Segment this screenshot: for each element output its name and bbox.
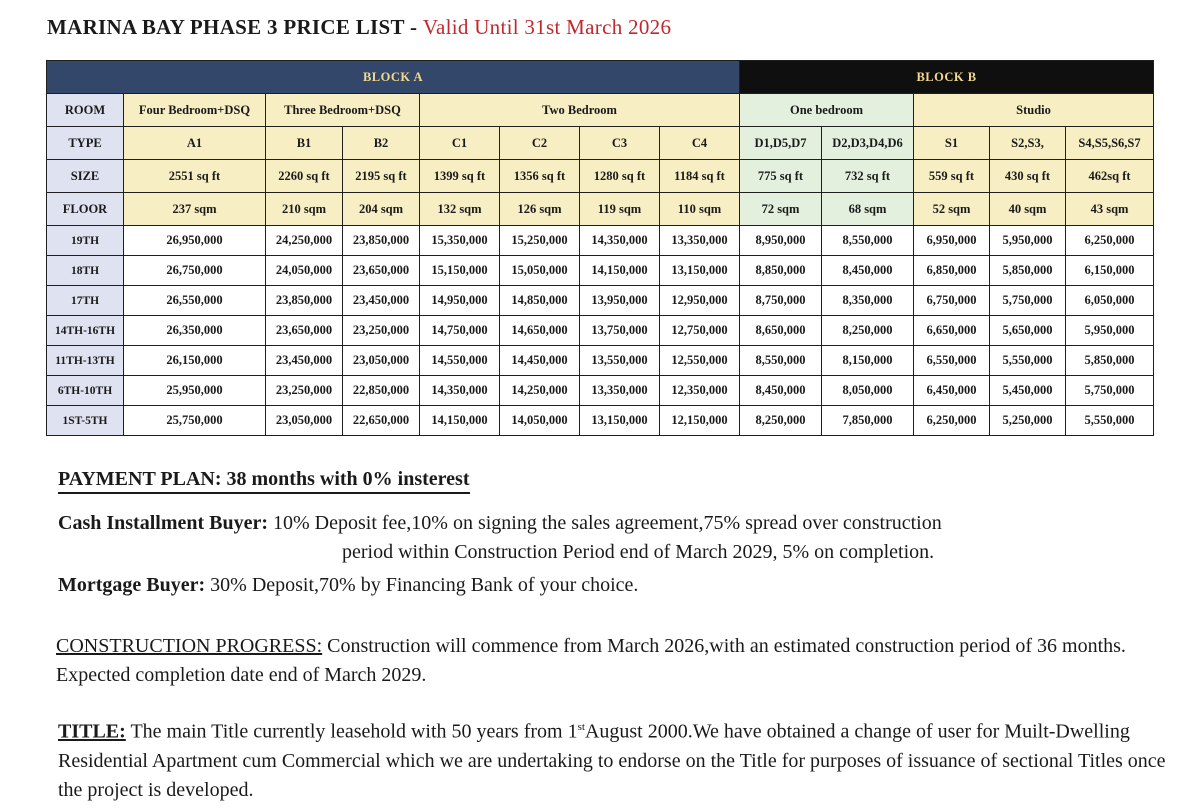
price-cell: 6,050,000 (1066, 286, 1154, 316)
price-cell: 7,850,000 (822, 406, 914, 436)
price-cell: 25,750,000 (124, 406, 266, 436)
mortgage-terms (58, 571, 638, 600)
unit-size-cell: 462sq ft (1066, 160, 1154, 193)
title-superscript: st (577, 721, 585, 733)
cash-buyer-text-cont: period within Construction Period end of March 2029, 5% on completion. (342, 541, 935, 563)
price-cell: 5,450,000 (990, 376, 1066, 406)
unit-floor-area-cell: 204 sqm (343, 193, 420, 226)
price-cell: 14,250,000 (500, 376, 580, 406)
unit-floor-area-cell: 43 sqm (1066, 193, 1154, 226)
price-cell: 8,950,000 (740, 226, 822, 256)
mortgage-buyer-text: 30% Deposit,70% by Financing Bank of your choice. (210, 574, 639, 596)
unit-size-cell: 2195 sq ft (343, 160, 420, 193)
price-cell: 5,850,000 (990, 256, 1066, 286)
price-rows (47, 226, 1154, 436)
block-b-header: BLOCK B (740, 61, 1154, 94)
unit-type-cell: C1 (420, 127, 500, 160)
price-cell: 14,150,000 (420, 406, 500, 436)
block-a-header: BLOCK A (47, 61, 740, 94)
price-cell: 5,250,000 (990, 406, 1066, 436)
type-label: TYPE (47, 127, 124, 160)
unit-type-cell: A1 (124, 127, 266, 160)
unit-floor-area-cell: 40 sqm (990, 193, 1066, 226)
price-cell: 5,950,000 (990, 226, 1066, 256)
price-cell: 15,150,000 (420, 256, 500, 286)
price-cell: 15,250,000 (500, 226, 580, 256)
price-cell: 14,050,000 (500, 406, 580, 436)
price-cell: 23,050,000 (343, 346, 420, 376)
price-cell: 14,550,000 (420, 346, 500, 376)
unit-type-cell: C2 (500, 127, 580, 160)
price-cell: 22,850,000 (343, 376, 420, 406)
unit-type-cell: S1 (914, 127, 990, 160)
price-cell: 8,750,000 (740, 286, 822, 316)
room-label: ROOM (47, 94, 124, 127)
price-cell: 14,950,000 (420, 286, 500, 316)
page-title (47, 15, 671, 40)
price-cell: 6,950,000 (914, 226, 990, 256)
unit-floor-area-cell: 72 sqm (740, 193, 822, 226)
unit-size-cell: 1280 sq ft (580, 160, 660, 193)
price-cell: 8,450,000 (740, 376, 822, 406)
unit-type-cell: B1 (266, 127, 343, 160)
title-text-before: The main Title currently leasehold with 50 years from 1 (130, 720, 578, 743)
price-cell: 8,450,000 (822, 256, 914, 286)
size-label: SIZE (47, 160, 124, 193)
unit-floor-area-cell: 110 sqm (660, 193, 740, 226)
price-cell: 12,350,000 (660, 376, 740, 406)
unit-floor-area-cell: 237 sqm (124, 193, 266, 226)
construction-label: CONSTRUCTION PROGRESS: (56, 635, 323, 657)
floor-range-label: 18TH (47, 256, 124, 286)
title-section (58, 713, 1168, 805)
price-cell: 8,650,000 (740, 316, 822, 346)
size-row (47, 160, 1154, 193)
unit-size-cell: 2260 sq ft (266, 160, 343, 193)
price-cell: 6,850,000 (914, 256, 990, 286)
price-cell: 12,150,000 (660, 406, 740, 436)
room-three-bed: Three Bedroom+DSQ (266, 94, 420, 127)
room-studio: Studio (914, 94, 1154, 127)
price-cell: 23,650,000 (266, 316, 343, 346)
price-cell: 23,850,000 (343, 226, 420, 256)
price-cell: 8,250,000 (822, 316, 914, 346)
price-cell: 23,250,000 (266, 376, 343, 406)
price-cell: 8,350,000 (822, 286, 914, 316)
cash-buyer-label: Cash Installment Buyer: (58, 512, 269, 534)
price-cell: 12,750,000 (660, 316, 740, 346)
cash-installment-terms (58, 509, 1168, 567)
unit-size-cell: 1184 sq ft (660, 160, 740, 193)
price-row (47, 256, 1154, 286)
price-cell: 25,950,000 (124, 376, 266, 406)
price-cell: 24,050,000 (266, 256, 343, 286)
price-cell: 14,150,000 (580, 256, 660, 286)
floor-range-label: 1ST-5TH (47, 406, 124, 436)
price-row (47, 406, 1154, 436)
floor-range-label: 11TH-13TH (47, 346, 124, 376)
price-row (47, 346, 1154, 376)
price-cell: 23,450,000 (343, 286, 420, 316)
room-row (47, 94, 1154, 127)
price-cell: 14,350,000 (580, 226, 660, 256)
unit-floor-area-cell: 52 sqm (914, 193, 990, 226)
price-cell: 6,450,000 (914, 376, 990, 406)
price-cell: 14,650,000 (500, 316, 580, 346)
price-cell: 5,750,000 (990, 286, 1066, 316)
unit-type-cell: C4 (660, 127, 740, 160)
construction-progress (56, 632, 1156, 690)
price-cell: 8,550,000 (822, 226, 914, 256)
price-cell: 8,550,000 (740, 346, 822, 376)
price-cell: 14,850,000 (500, 286, 580, 316)
price-cell: 22,650,000 (343, 406, 420, 436)
price-cell: 5,550,000 (990, 346, 1066, 376)
price-cell: 23,450,000 (266, 346, 343, 376)
room-four-bed: Four Bedroom+DSQ (124, 94, 266, 127)
payment-plan-heading: PAYMENT PLAN: 38 months with 0% insterest (58, 465, 470, 494)
price-cell: 14,450,000 (500, 346, 580, 376)
floor-range-label: 14TH-16TH (47, 316, 124, 346)
unit-type-cell: D1,D5,D7 (740, 127, 822, 160)
price-cell: 13,550,000 (580, 346, 660, 376)
price-cell: 24,250,000 (266, 226, 343, 256)
price-cell: 23,250,000 (343, 316, 420, 346)
price-cell: 23,650,000 (343, 256, 420, 286)
unit-type-cell: D2,D3,D4,D6 (822, 127, 914, 160)
price-row (47, 286, 1154, 316)
unit-floor-area-cell: 68 sqm (822, 193, 914, 226)
mortgage-buyer-label: Mortgage Buyer: (58, 574, 206, 596)
price-cell: 5,750,000 (1066, 376, 1154, 406)
price-cell: 8,150,000 (822, 346, 914, 376)
unit-size-cell: 430 sq ft (990, 160, 1066, 193)
unit-type-cell: S4,S5,S6,S7 (1066, 127, 1154, 160)
price-cell: 5,550,000 (1066, 406, 1154, 436)
floor-range-label: 17TH (47, 286, 124, 316)
price-cell: 26,150,000 (124, 346, 266, 376)
price-list-title: MARINA BAY PHASE 3 PRICE LIST - (47, 15, 418, 39)
price-cell: 12,550,000 (660, 346, 740, 376)
price-cell: 15,350,000 (420, 226, 500, 256)
unit-floor-area-cell: 210 sqm (266, 193, 343, 226)
price-row (47, 376, 1154, 406)
floor-area-row (47, 193, 1154, 226)
price-cell: 5,650,000 (990, 316, 1066, 346)
title-text-after: August 2000.We have obtained a change of user for Muilt-Dwelling Residential Apartment cum Commercial which we are undertaking to endorse on the Title for purposes of issuance of sectional Titles once the project is developed. (58, 720, 1166, 801)
unit-type-cell: C3 (580, 127, 660, 160)
unit-size-cell: 2551 sq ft (124, 160, 266, 193)
unit-size-cell: 775 sq ft (740, 160, 822, 193)
price-cell: 6,250,000 (1066, 226, 1154, 256)
price-cell: 5,950,000 (1066, 316, 1154, 346)
price-cell: 6,150,000 (1066, 256, 1154, 286)
price-cell: 23,850,000 (266, 286, 343, 316)
price-cell: 14,750,000 (420, 316, 500, 346)
price-cell: 5,850,000 (1066, 346, 1154, 376)
floor-label: FLOOR (47, 193, 124, 226)
unit-floor-area-cell: 132 sqm (420, 193, 500, 226)
price-cell: 8,250,000 (740, 406, 822, 436)
price-cell: 13,150,000 (580, 406, 660, 436)
unit-size-cell: 1399 sq ft (420, 160, 500, 193)
price-cell: 26,350,000 (124, 316, 266, 346)
unit-size-cell: 1356 sq ft (500, 160, 580, 193)
price-cell: 26,750,000 (124, 256, 266, 286)
unit-size-cell: 559 sq ft (914, 160, 990, 193)
validity-note: Valid Until 31st March 2026 (422, 15, 672, 39)
price-cell: 13,150,000 (660, 256, 740, 286)
price-row (47, 316, 1154, 346)
price-cell: 6,550,000 (914, 346, 990, 376)
unit-floor-area-cell: 119 sqm (580, 193, 660, 226)
price-cell: 6,750,000 (914, 286, 990, 316)
unit-type-cell: B2 (343, 127, 420, 160)
price-cell: 23,050,000 (266, 406, 343, 436)
price-table (46, 60, 1154, 436)
price-cell: 13,750,000 (580, 316, 660, 346)
price-cell: 8,850,000 (740, 256, 822, 286)
room-two-bed: Two Bedroom (420, 94, 740, 127)
price-cell: 13,350,000 (660, 226, 740, 256)
price-cell: 12,950,000 (660, 286, 740, 316)
price-cell: 26,950,000 (124, 226, 266, 256)
unit-type-cell: S2,S3, (990, 127, 1066, 160)
price-cell: 8,050,000 (822, 376, 914, 406)
price-cell: 6,250,000 (914, 406, 990, 436)
price-cell: 14,350,000 (420, 376, 500, 406)
unit-floor-area-cell: 126 sqm (500, 193, 580, 226)
block-header-row (47, 61, 1154, 94)
price-cell: 13,950,000 (580, 286, 660, 316)
price-cell: 13,350,000 (580, 376, 660, 406)
construction-text: Construction will commence from March 2026,with an estimated construction period of 36 months. Expected completion date end of March 2029. (56, 635, 1126, 686)
price-cell: 26,550,000 (124, 286, 266, 316)
cash-buyer-text: 10% Deposit fee,10% on signing the sales agreement,75% spread over construction (273, 512, 942, 534)
price-cell: 15,050,000 (500, 256, 580, 286)
room-one-bed: One bedroom (740, 94, 914, 127)
title-label: TITLE: (58, 720, 126, 743)
unit-size-cell: 732 sq ft (822, 160, 914, 193)
price-cell: 6,650,000 (914, 316, 990, 346)
price-row (47, 226, 1154, 256)
type-row (47, 127, 1154, 160)
floor-range-label: 19TH (47, 226, 124, 256)
floor-range-label: 6TH-10TH (47, 376, 124, 406)
